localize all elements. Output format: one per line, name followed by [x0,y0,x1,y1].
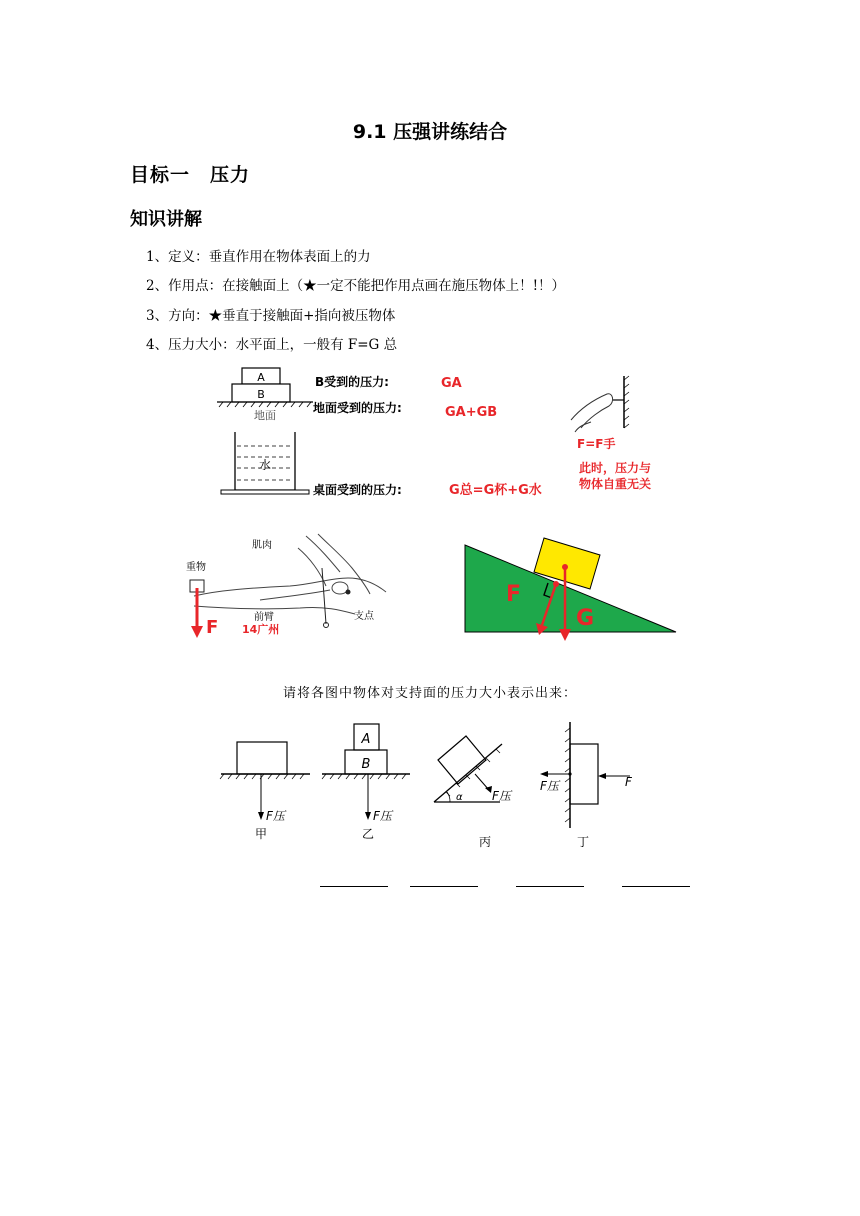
pressure-force-label: F [506,582,522,607]
section-heading: 目标一 压力 [130,164,251,186]
source-label: 14广州 [242,623,280,636]
direction-item: 3、方向：★垂直于接触面+指向被压物体 [146,308,396,324]
question-ground-pressure: 地面受到的压力: [313,401,402,415]
label-jia: 甲 [254,827,268,841]
question-b-pressure: B受到的压力: [315,375,389,389]
muscle-label: 肌肉 [252,540,272,551]
answer-ground-pressure: GA+GB [445,405,498,420]
gravity-label: G [576,606,595,631]
f-ya-label-yi: F压 [373,809,392,823]
question-table-pressure: 桌面受到的压力: [313,483,402,497]
answer-blank-bing[interactable] [516,886,584,887]
answer-blank-yi[interactable] [410,886,478,887]
instruction-text: 请将各图中物体对支持面的压力大小表示出来： [282,686,577,701]
answer-blank-jia[interactable] [320,886,388,887]
note-line-2: 物体自重无关 [579,477,652,491]
f-label-ding: F [625,775,632,789]
block-a-label: A [257,371,265,384]
finger-on-wall-drawing [571,376,629,432]
incline-block-figure [460,535,685,645]
f-ya-label-jia: F压 [266,809,285,823]
answer-table-pressure: G总=G杯+G水 [449,483,542,498]
block-b-label-yi: B [361,757,371,772]
block-b-label: B [257,388,265,401]
hand-force-label: F=F手 [577,437,616,451]
pivot-label: 支点 [354,611,374,622]
magnitude-item: 4、压力大小：水平面上，一般有 F=G 总 [146,337,398,353]
block-jia [237,742,287,774]
forearm-label: 前臂 [254,612,274,623]
action-point-item: 2、作用点：在接触面上（★一定不能把作用点画在施压物体上！!！） [146,278,566,294]
weight-label: 重物 [186,562,206,573]
note-line-1: 此时，压力与 [579,461,652,475]
alpha-label: α [456,792,463,803]
table-top [221,490,309,494]
subsection-heading: 知识讲解 [130,209,202,230]
block-bing [438,736,486,784]
water-label: 水 [258,458,272,472]
block-ding [570,744,598,804]
ground-label: 地面 [254,409,276,422]
force-label: F [206,617,219,638]
definition-item: 1、定义：垂直作用在物体表面上的力 [146,249,371,265]
page-title: 9.1 压强讲练结合 [352,121,508,143]
exercise-diagrams [218,718,643,854]
forearm-lever-figure [180,528,400,643]
label-yi: 乙 [361,827,375,841]
block-a-label-yi: A [361,732,371,747]
pressure-examples-figure [215,362,675,502]
f-ya-label-ding: F压 [540,779,559,793]
arm-drawing [194,534,386,614]
answer-blank-ding[interactable] [622,886,690,887]
label-ding: 丁 [576,835,590,849]
f-ya-label-bing: F压 [492,789,511,803]
answer-b-pressure: GA [441,376,462,391]
label-bing: 丙 [478,835,492,849]
